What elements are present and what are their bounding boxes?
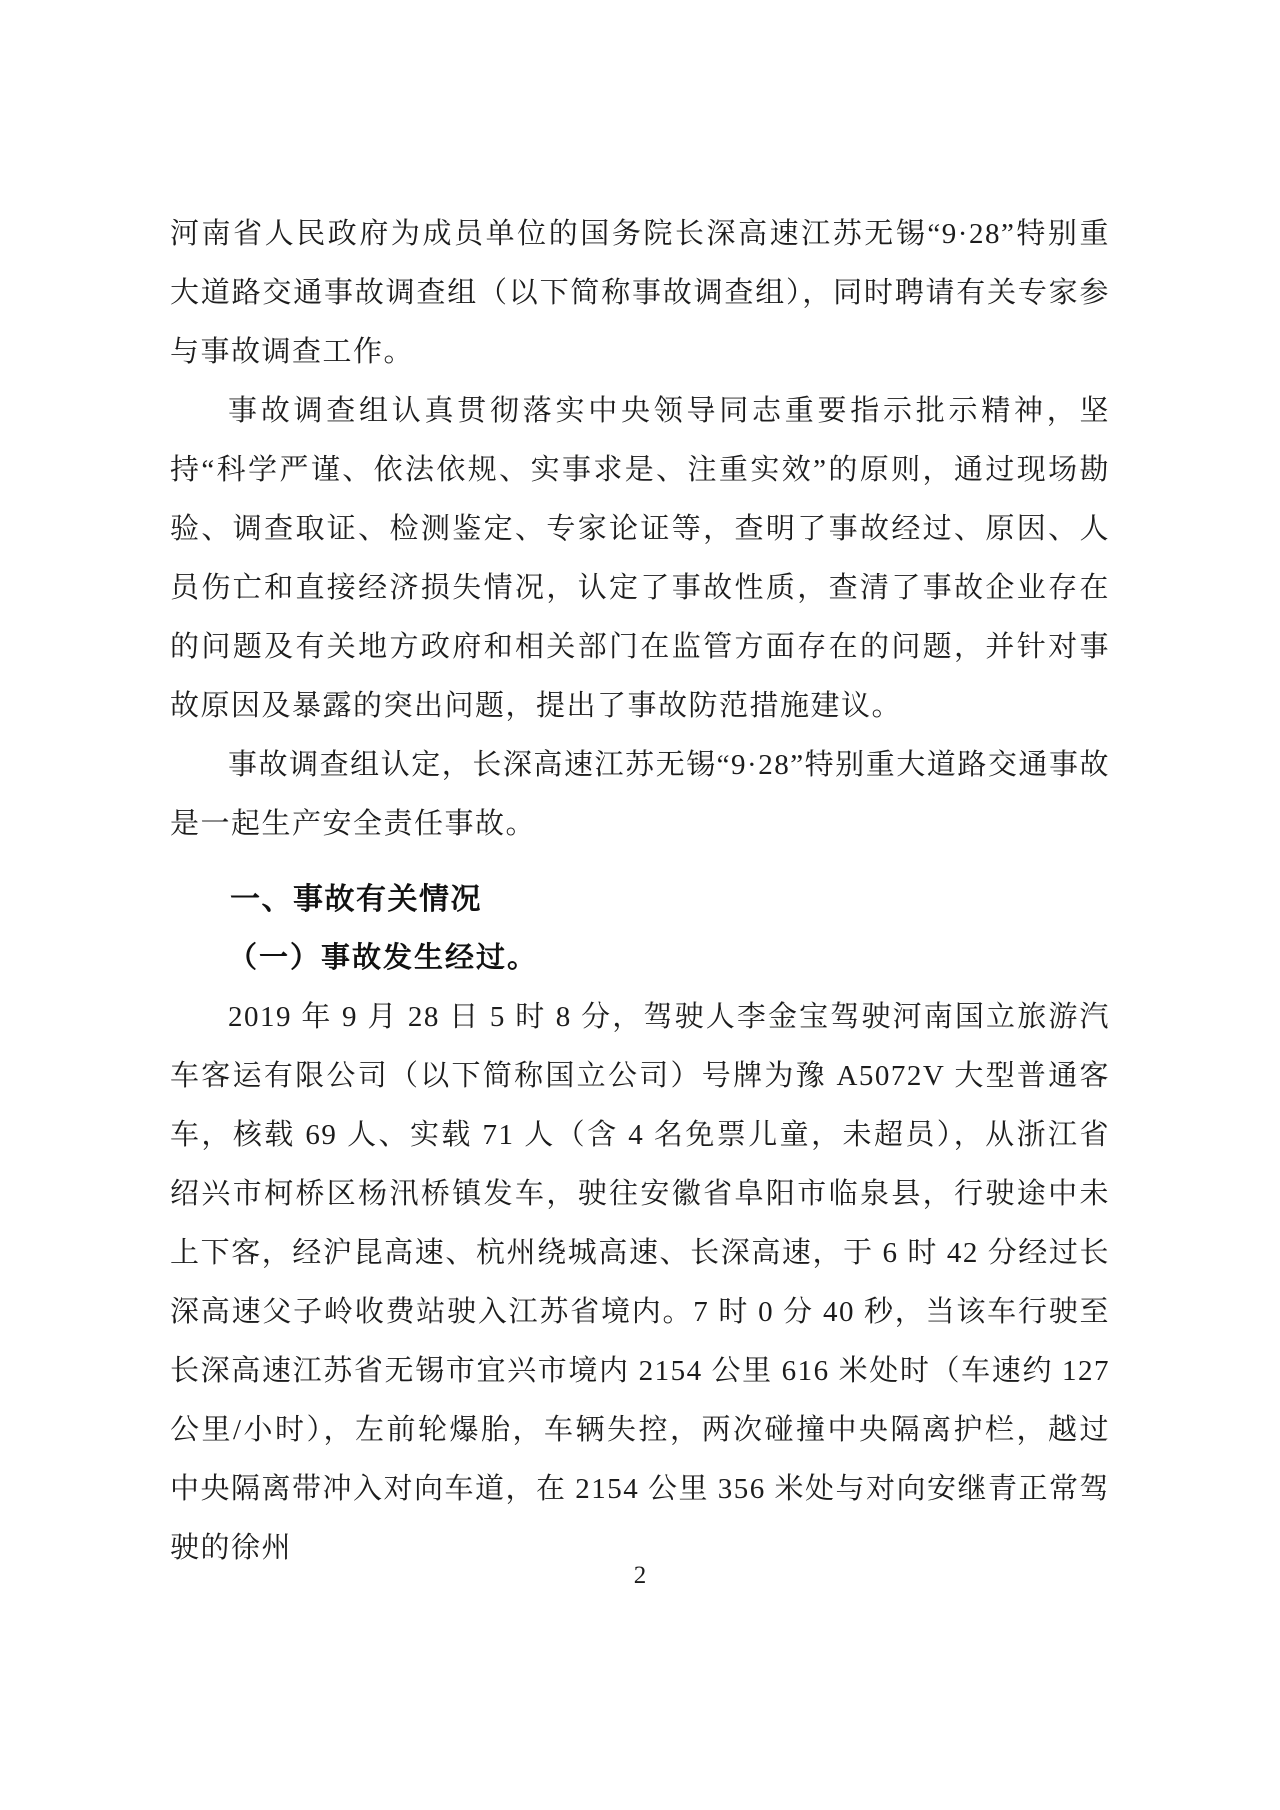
- section-heading: 一、事故有关情况: [230, 883, 482, 916]
- paragraph: 事故调查组认真贯彻落实中央领导同志重要指示批示精神，坚持“科学严谨、依法依规、实事求是、注重实效”的原则，通过现场勘验、调查取证、检测鉴定、专家论证等，查明了事故经过、原因、人员伤亡和直接经济损失情况，认定了事故性质，查清了事故企业存在的问题及有关地方政府和相关部门在监管方面存在的问题，并针对事故原因及暴露的突出问题，提出了事故防范措施建议。: [170, 395, 1110, 722]
- paragraph-continuation: 河南省人民政府为成员单位的国务院长深高速江苏无锡“9·28”特别重大道路交通事故调查组（以下简称事故调查组），同时聘请有关专家参与事故调查工作。: [170, 218, 1110, 368]
- subsection-heading: （一）事故发生经过。: [228, 942, 539, 974]
- page-number: 2: [633, 1562, 647, 1589]
- paragraph: 事故调查组认定，长深高速江苏无锡“9·28”特别重大道路交通事故是一起生产安全责任事故。: [170, 749, 1110, 840]
- paragraph: 2019 年 9 月 28 日 5 时 8 分，驾驶人李金宝驾驶河南国立旅游汽车客运有限公司（以下简称国立公司）号牌为豫 A5072V 大型普通客车，核载 69 人、实载 71 人（含 4 名免票儿童，未超员），从浙江省绍兴市柯桥区杨汛桥镇发车，驶往安徽省阜阳市临泉县，行驶途中未上下客，经沪昆高速、杭州绕城高速、长深高速，于 6 时 42 分经过长深高速父子岭收费站驶入江苏省境内。7 时 0 分 40 秒，当该车行驶至长深高速江苏省无锡市宜兴市境内 2154 公里 616 米处时（车速约 127 公里/小时），左前轮爆胎，车辆失控，两次碰撞中央隔离护栏，越过中央隔离带冲入对向车道，在 2154 公里 356 米处与对向安继青正常驾驶的徐州: [170, 1001, 1111, 1564]
- page-content: [170, 205, 1110, 1578]
